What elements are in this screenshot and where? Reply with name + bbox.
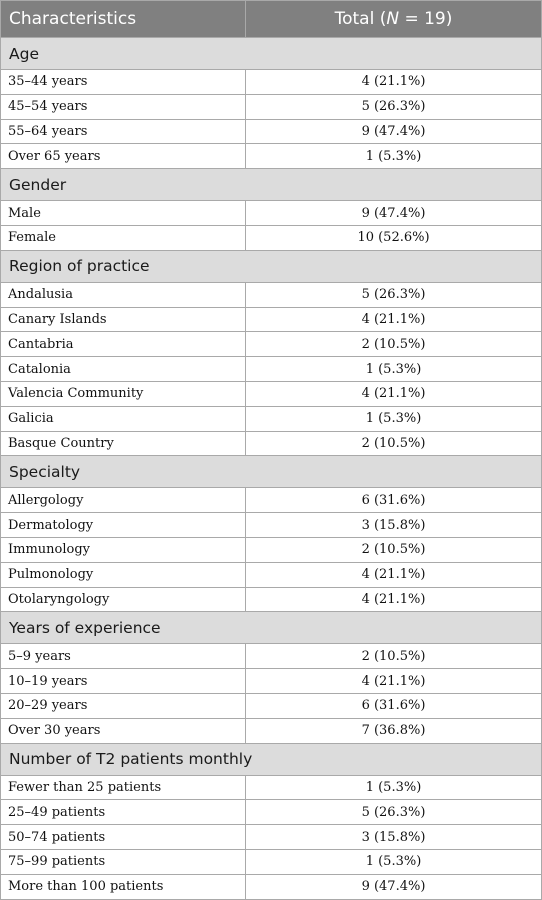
table-row [1,693,542,718]
row-label: Male [1,201,246,226]
section-title: Number of T2 patients monthly [1,743,542,775]
row-value: 4 (21.1%) [246,70,542,95]
row-value: 4 (21.1%) [246,669,542,694]
row-label: Canary Islands [1,307,246,332]
row-value: 1 (5.3%) [246,775,542,800]
table-row [1,562,542,587]
row-label: Pulmonology [1,562,246,587]
row-label: Andalusia [1,282,246,307]
table-row [1,537,542,562]
section-header-row [1,456,542,488]
row-value: 6 (31.6%) [246,488,542,513]
section-title: Gender [1,169,542,201]
row-label: 50–74 patients [1,825,246,850]
section-header-row [1,250,542,282]
row-value: 1 (5.3%) [246,144,542,169]
row-value: 4 (21.1%) [246,381,542,406]
table-body [1,38,542,900]
row-value: 9 (47.4%) [246,874,542,899]
table-row [1,431,542,456]
row-label: Valencia Community [1,381,246,406]
table-row [1,381,542,406]
row-label: Dermatology [1,513,246,538]
table-row [1,874,542,899]
row-value: 3 (15.8%) [246,825,542,850]
row-value: 5 (26.3%) [246,800,542,825]
row-value: 2 (10.5%) [246,537,542,562]
row-label: Allergology [1,488,246,513]
table-row [1,488,542,513]
row-value: 2 (10.5%) [246,431,542,456]
row-label: 45–54 years [1,94,246,119]
row-value: 1 (5.3%) [246,357,542,382]
row-label: Cantabria [1,332,246,357]
table-row [1,718,542,743]
table-row [1,825,542,850]
table-row [1,201,542,226]
row-value: 4 (21.1%) [246,562,542,587]
table-row [1,357,542,382]
row-label: Galicia [1,406,246,431]
table-row [1,94,542,119]
section-header-row [1,38,542,70]
table-row [1,332,542,357]
table-row [1,70,542,95]
row-value: 5 (26.3%) [246,94,542,119]
header-total-prefix: Total ( [334,9,387,29]
table-row [1,800,542,825]
section-header-row [1,612,542,644]
row-value: 2 (10.5%) [246,332,542,357]
section-header-row [1,169,542,201]
row-label: 20–29 years [1,693,246,718]
row-value: 6 (31.6%) [246,693,542,718]
header-total [246,1,542,38]
table-row [1,225,542,250]
row-value: 10 (52.6%) [246,225,542,250]
section-title: Age [1,38,542,70]
row-label: Basque Country [1,431,246,456]
table-row [1,282,542,307]
row-label: 75–99 patients [1,849,246,874]
row-label: 35–44 years [1,70,246,95]
row-label: Over 30 years [1,718,246,743]
table-row [1,513,542,538]
row-label: Over 65 years [1,144,246,169]
table-row [1,669,542,694]
row-value: 4 (21.1%) [246,587,542,612]
table-row [1,144,542,169]
row-label: Immunology [1,537,246,562]
table-row [1,119,542,144]
row-label: 55–64 years [1,119,246,144]
table-row [1,775,542,800]
header-total-suffix: = 19) [399,9,453,29]
row-value: 1 (5.3%) [246,406,542,431]
row-label: 25–49 patients [1,800,246,825]
section-title: Years of experience [1,612,542,644]
row-value: 3 (15.8%) [246,513,542,538]
section-header-row [1,743,542,775]
section-title: Specialty [1,456,542,488]
row-value: 2 (10.5%) [246,644,542,669]
table-row [1,587,542,612]
row-label: 5–9 years [1,644,246,669]
row-label: Fewer than 25 patients [1,775,246,800]
row-label: 10–19 years [1,669,246,694]
row-label: More than 100 patients [1,874,246,899]
table-row [1,307,542,332]
row-value: 9 (47.4%) [246,119,542,144]
table-row [1,406,542,431]
row-value: 7 (36.8%) [246,718,542,743]
header-characteristics: Characteristics [1,1,246,38]
table-header-row [1,1,542,38]
row-label: Catalonia [1,357,246,382]
row-value: 5 (26.3%) [246,282,542,307]
table-row [1,644,542,669]
row-value: 9 (47.4%) [246,201,542,226]
row-label: Female [1,225,246,250]
header-total-n: N [386,9,400,29]
section-title: Region of practice [1,250,542,282]
row-value: 1 (5.3%) [246,849,542,874]
row-value: 4 (21.1%) [246,307,542,332]
row-label: Otolaryngology [1,587,246,612]
table-row [1,849,542,874]
